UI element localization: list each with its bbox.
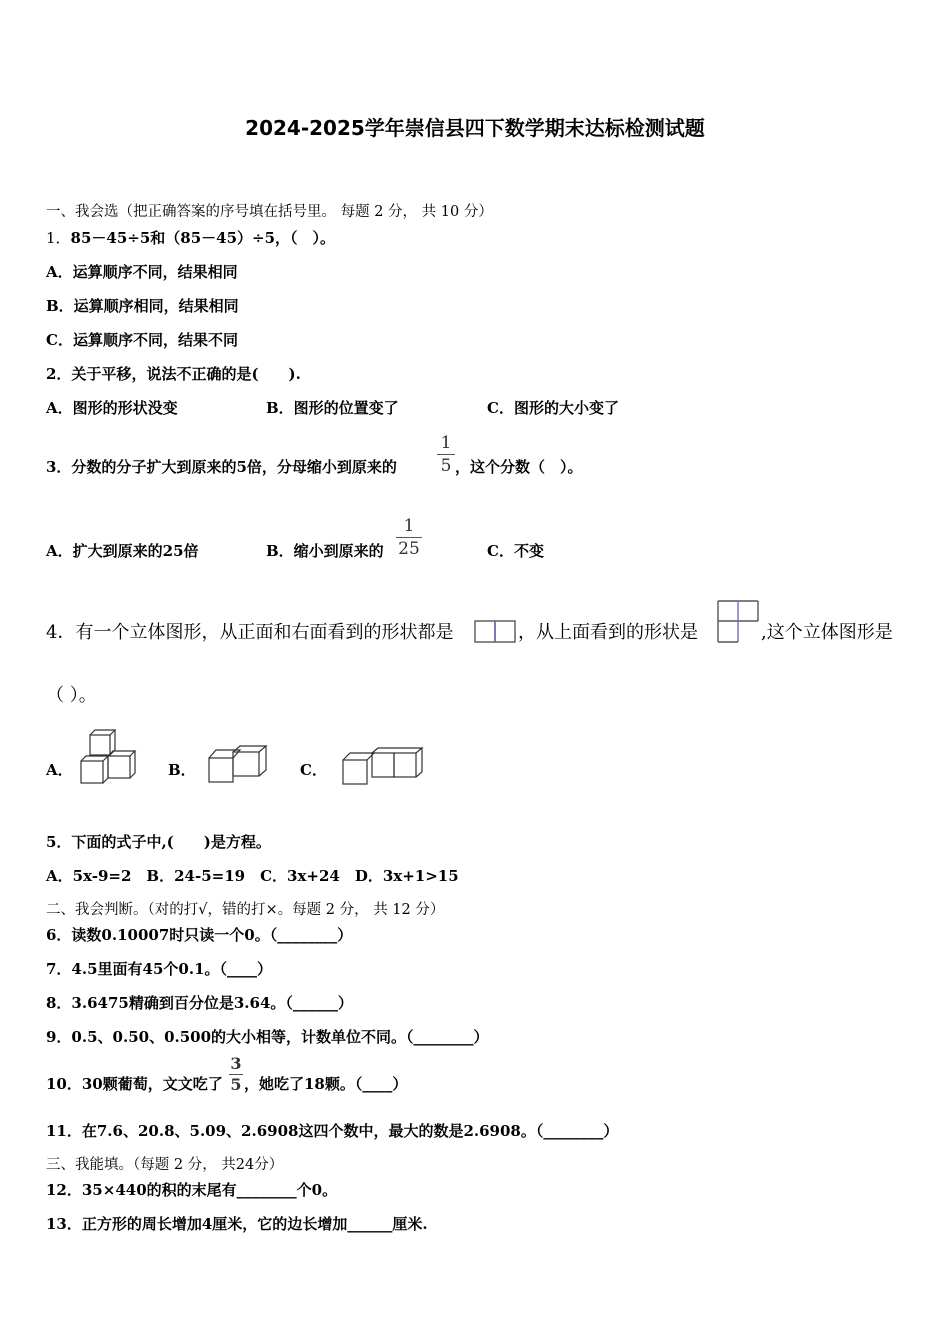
question-2-option-c: C．图形的大小变了 bbox=[487, 399, 619, 417]
question-10-start: 10．30颗葡萄，文文吃了 bbox=[46, 1075, 223, 1093]
question-1 bbox=[46, 228, 335, 248]
option-a-cube-figure bbox=[78, 727, 142, 787]
question-13: 13．正方形的周长增加4厘米，它的边长增加______厘米. bbox=[46, 1215, 428, 1233]
question-10-numerator: 3 bbox=[230, 1054, 242, 1073]
section-1-heading: 一、我会选（把正确答案的序号填在括号里。 每题 2 分， 共 10 分） bbox=[46, 204, 493, 220]
section-3-heading: 三、我能填。（每题 2 分， 共24分） bbox=[46, 1157, 284, 1173]
question-4-stem-end: ,这个立体图形是 bbox=[761, 622, 893, 643]
question-3-option-b-denominator: 25 bbox=[396, 537, 422, 560]
question-3-fraction bbox=[437, 432, 455, 477]
question-3-option-b-fraction bbox=[396, 515, 422, 560]
question-1-stem: 85－45÷5和（85－45）÷5，（ ）。 bbox=[70, 229, 336, 247]
question-9: 9．0.5、0.50、0.500的大小相等，计数单位不同。（________） bbox=[46, 1028, 489, 1046]
question-4-option-b-label: B． bbox=[168, 761, 196, 779]
question-10-fraction bbox=[229, 1054, 243, 1095]
question-6: 6．读数0.10007时只读一个0。（________） bbox=[46, 926, 353, 944]
question-3-stem-end: ，这个分数（ ）。 bbox=[455, 458, 583, 476]
question-1-option-c: C．运算顺序不同，结果不同 bbox=[46, 331, 238, 349]
question-3-option-a: A．扩大到原来的25倍 bbox=[46, 542, 199, 560]
question-1-option-a: A．运算顺序不同，结果相同 bbox=[46, 263, 238, 281]
top-view-figure bbox=[717, 600, 761, 644]
page-title: 2024-2025学年崇信县四下数学期末达标检测试题 bbox=[245, 116, 705, 140]
question-1-option-b: B．运算顺序相同，结果相同 bbox=[46, 297, 239, 315]
question-3-option-b: B．缩小到原来的 bbox=[266, 542, 384, 560]
section-2-heading: 二、我会判断。（对的打√，错的打×。每题 2 分， 共 12 分） bbox=[46, 902, 445, 918]
question-3-option-b-numerator: 1 bbox=[403, 516, 415, 536]
option-c-cube-figure bbox=[340, 746, 426, 788]
question-8: 8．3.6475精确到百分位是3.64。（______） bbox=[46, 994, 353, 1012]
question-2-option-b: B．图形的位置变了 bbox=[266, 399, 399, 417]
question-11: 11．在7.6、20.8、5.09、2.6908这四个数中，最大的数是2.6908。（________） bbox=[46, 1122, 619, 1140]
question-3-fraction-denominator: 5 bbox=[437, 454, 455, 477]
question-10-end: ，她吃了18颗。（____） bbox=[244, 1075, 408, 1093]
question-3-option-c: C．不变 bbox=[487, 542, 544, 560]
question-4-answer-paren: （ ）。 bbox=[46, 685, 97, 706]
question-4-option-c-label: C． bbox=[300, 761, 327, 779]
question-4-stem-start: 4．有一个立体图形，从正面和右面看到的形状都是 bbox=[46, 622, 454, 643]
question-2-stem: 2．关于平移，说法不正确的是( ). bbox=[46, 365, 301, 383]
question-3-stem-start: 3．分数的分子扩大到原来的5倍，分母缩小到原来的 bbox=[46, 458, 397, 476]
front-view-figure bbox=[474, 620, 518, 644]
question-1-number: 1． bbox=[46, 229, 71, 247]
question-12: 12．35×440的积的末尾有________个0。 bbox=[46, 1181, 338, 1199]
question-4-stem-middle: ，从上面看到的形状是 bbox=[518, 622, 698, 643]
question-5-options: A．5x-9=2 B．24-5=19 C．3x+24 D．3x+1>15 bbox=[46, 867, 459, 885]
question-4-option-a-label: A． bbox=[46, 761, 73, 779]
question-2-option-a: A．图形的形状没变 bbox=[46, 399, 178, 417]
question-7: 7．4.5里面有45个0.1。（____） bbox=[46, 960, 273, 978]
question-3-fraction-numerator: 1 bbox=[440, 433, 452, 453]
question-10-denominator: 5 bbox=[230, 1075, 242, 1094]
option-b-cube-figure bbox=[206, 744, 272, 786]
question-5-stem: 5．下面的式子中,( )是方程。 bbox=[46, 833, 271, 851]
